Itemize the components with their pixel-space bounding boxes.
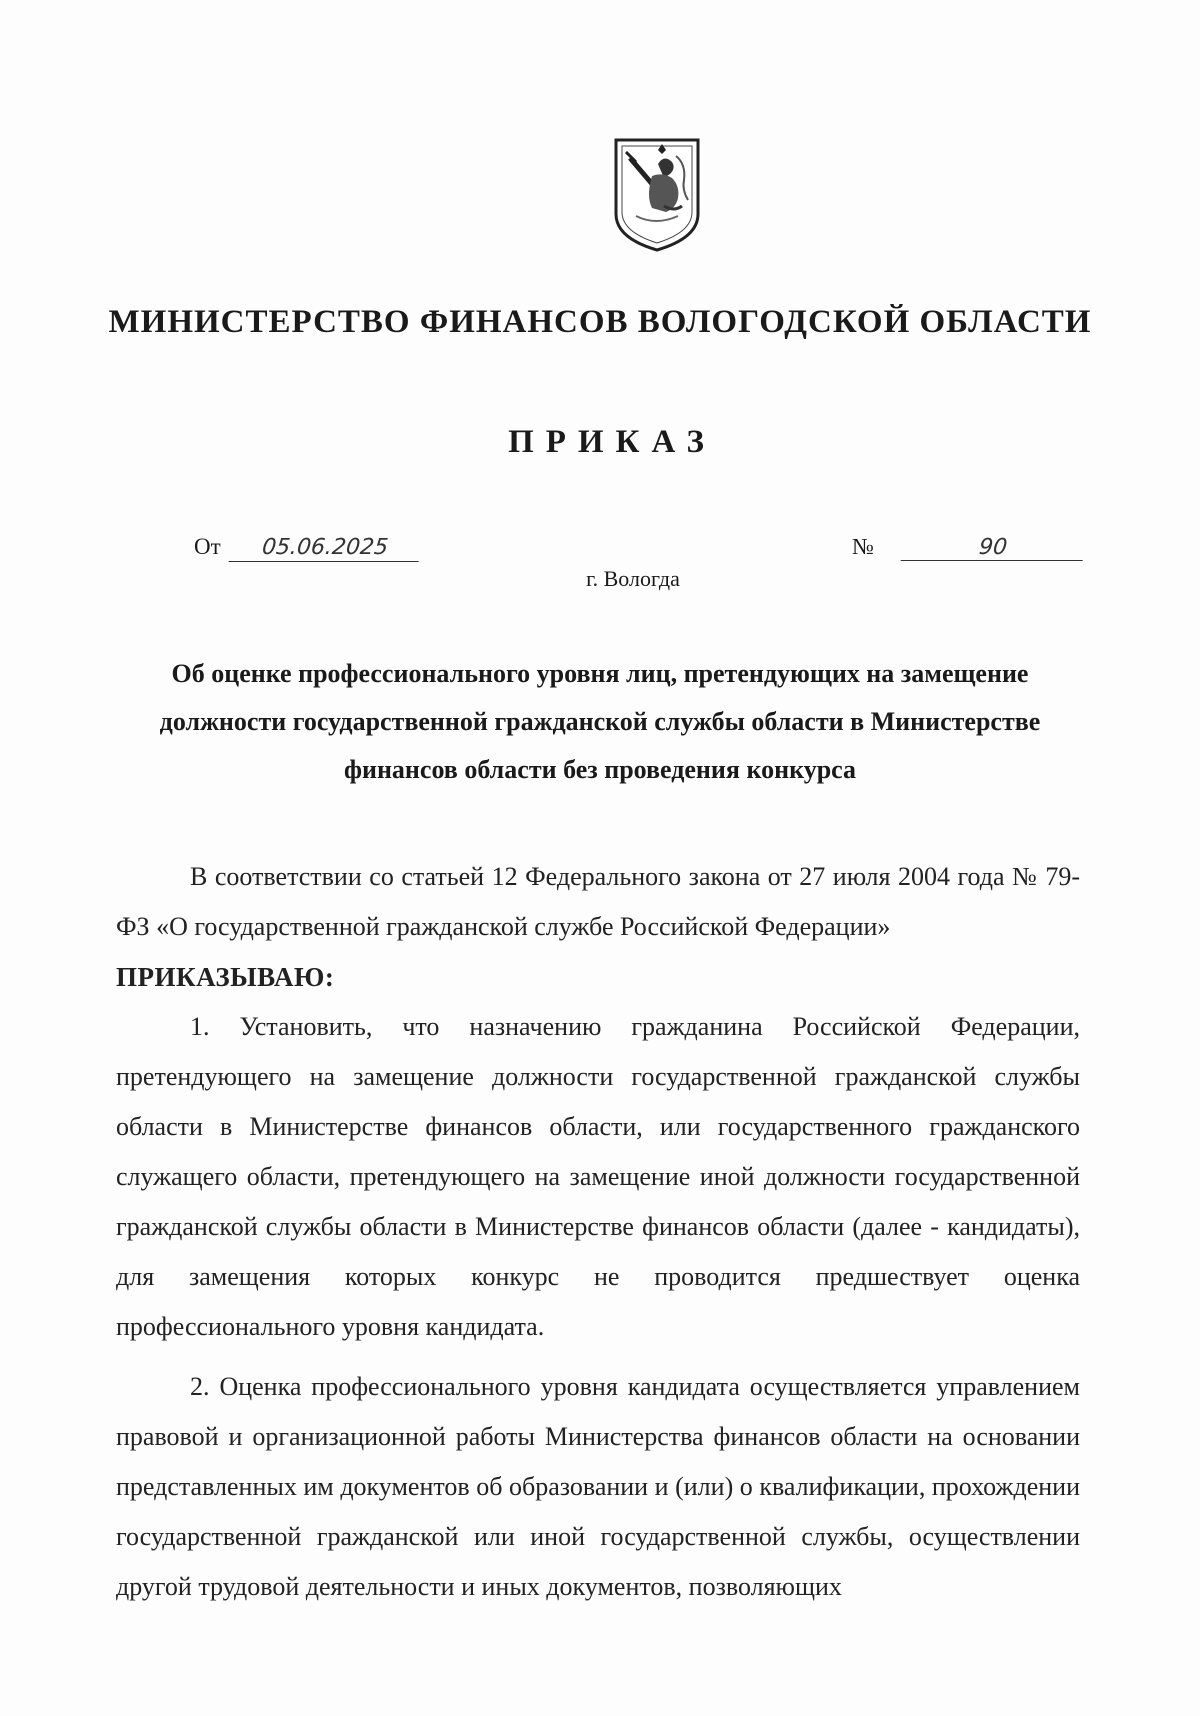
clause-1: 1. Установить, что назначению гражданина Российской Федерации, претендующего на замещение должности государственной гражданской службы области в Министерстве финансов области, или государственного гражданского служащего области, претендующего на замещение иной должности государственной гражданской службы области в Министерстве финансов области (далее - кандидаты), для замещения которых конкурс не проводится предшествует оценка профессионального уровня кандидата. bbox=[116, 1012, 1080, 1341]
ministry-name: МИНИСТЕРСТВО ФИНАНСОВ ВОЛОГОДСКОЙ ОБЛАСТИ bbox=[108, 304, 1092, 340]
document-type: ПРИКАЗ bbox=[508, 424, 716, 460]
document-body bbox=[116, 852, 1080, 1612]
date-field bbox=[194, 534, 420, 562]
date-value: 05.06.2025 bbox=[229, 535, 422, 562]
clause-2: 2. Оценка профессионального уровня кандидата осуществляется управлением правовой и организационной работы Министерства финансов области на основании представленных им документов об образовании и (или) о квалификации, прохождении государственной гражданской или иной государственной службы, осуществлении другой трудовой деятельности и иных документов, позволяющих bbox=[116, 1372, 1080, 1601]
number-label: № bbox=[852, 534, 874, 559]
legal-basis-paragraph: В соответствии со статьей 12 Федерального закона от 27 июля 2004 года № 79-ФЗ «О государственной гражданской службе Российской Федерации» bbox=[116, 862, 1080, 941]
document-title: Об оценке профессионального уровня лиц, претендующих на замещение должности государственной гражданской службы области в Министерстве финансов области без проведения конкурса bbox=[159, 659, 1041, 784]
city: г. Вологда bbox=[586, 566, 680, 591]
coat-of-arms-icon bbox=[612, 136, 702, 254]
number-field bbox=[852, 534, 1084, 561]
orders-heading: ПРИКАЗЫВАЮ: bbox=[116, 962, 335, 992]
number-value: 90 bbox=[900, 535, 1085, 561]
date-label: От bbox=[194, 534, 221, 559]
